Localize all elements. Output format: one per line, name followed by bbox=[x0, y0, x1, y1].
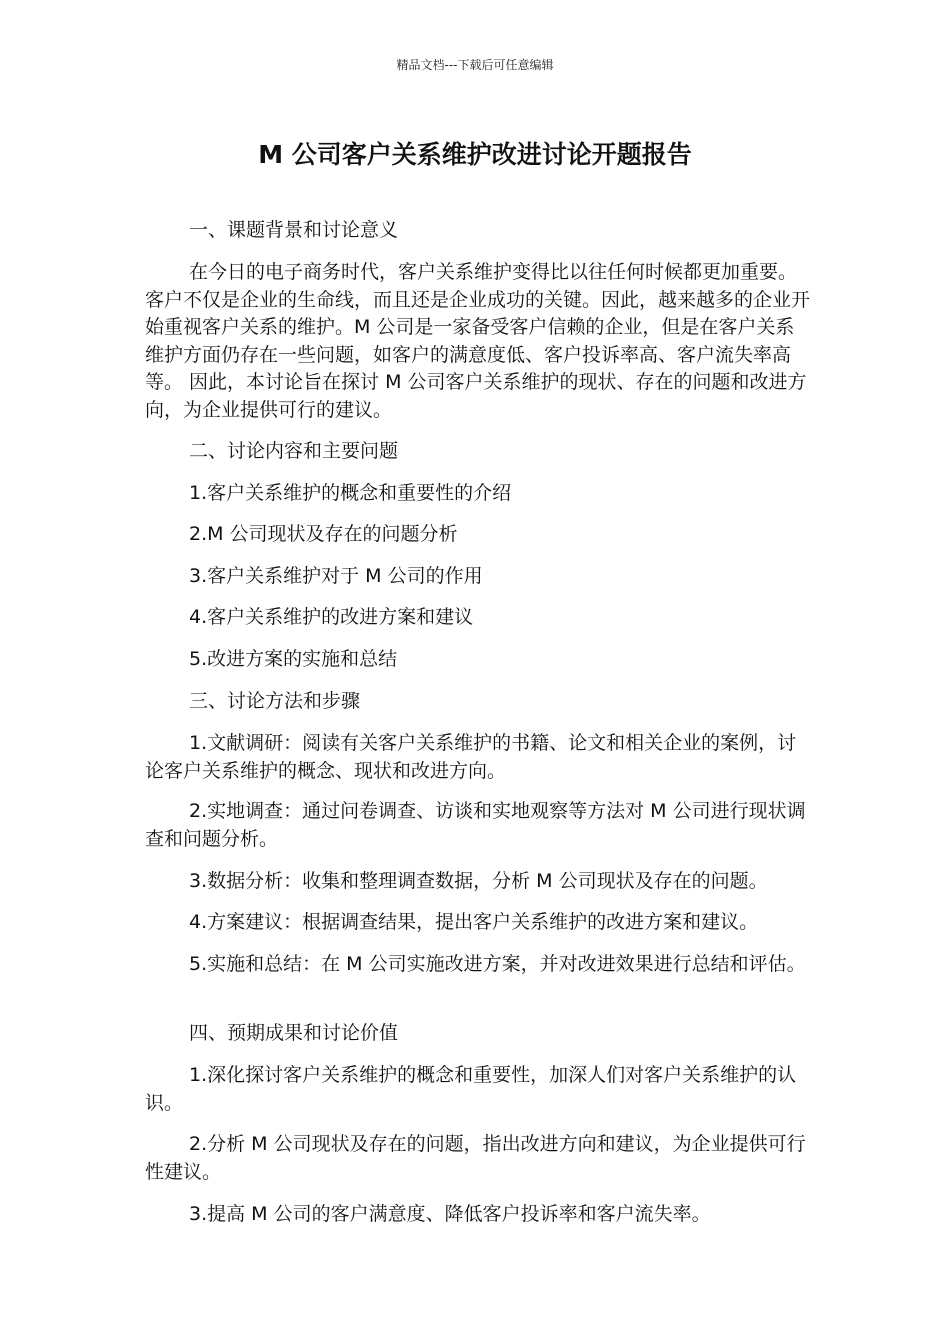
section-1-paragraph-block bbox=[145, 259, 810, 424]
method-item-block bbox=[145, 951, 810, 979]
outcome-item-block bbox=[145, 1062, 810, 1117]
outcome-item-block bbox=[145, 1131, 810, 1186]
list-item: 4.方案建议：根据调查结果，提出客户关系维护的改进方案和建议。 bbox=[189, 911, 759, 933]
list-item: 4.客户关系维护的改进方案和建议 bbox=[189, 606, 474, 628]
list-item: 3.提高 M 公司的客户满意度、降低客户投诉率和客户流失率。 bbox=[189, 1203, 711, 1225]
list-item: 5.实施和总结：在 M 公司实施改进方案，并对改进效果进行总结和评估。 bbox=[189, 953, 806, 975]
method-item-block bbox=[145, 730, 810, 785]
section-1-paragraph: 在今日的电子商务时代，客户关系维护变得比以往任何时候都更加重要。客户不仅是企业的生命线，而且还是企业成功的关键。因此，越来越多的企业开始重视客户关系的维护。M 公司是一家备受客户信赖的企业，但是在客户关系维护方面仍存在一些问题，如客户的满意度低、客户投诉率高、客户流失率高等。 因此，本讨论旨在探讨 M 公司客户关系维护的现状、存在的问题和改进方向，为企业提供可行的建议。 bbox=[145, 261, 811, 421]
list-item: 2.M 公司现状及存在的问题分析 bbox=[189, 523, 458, 545]
list-item: 1.深化探讨客户关系维护的概念和重要性，加深人们对客户关系维护的认识。 bbox=[145, 1064, 797, 1114]
list-item: 1.客户关系维护的概念和重要性的介绍 bbox=[189, 482, 512, 504]
list-item: 5.改进方案的实施和总结 bbox=[189, 648, 398, 670]
section-heading-1: 一、课题背景和讨论意义 bbox=[189, 219, 399, 241]
list-item: 3.数据分析：收集和整理调查数据，分析 M 公司现状及存在的问题。 bbox=[189, 870, 768, 892]
document-title: M 公司客户关系维护改进讨论开题报告 bbox=[258, 140, 692, 169]
section-heading-3: 三、讨论方法和步骤 bbox=[189, 690, 361, 712]
list-item: 1.文献调研：阅读有关客户关系维护的书籍、论文和相关企业的案例，讨论客户关系维护的概念、现状和改进方向。 bbox=[145, 732, 797, 782]
header-note: 精品文档---下载后可任意编辑 bbox=[396, 58, 554, 72]
method-item-block bbox=[145, 798, 810, 853]
section-heading-2: 二、讨论内容和主要问题 bbox=[189, 440, 399, 462]
list-item: 2.分析 M 公司现状及存在的问题，指出改进方向和建议，为企业提供可行性建议。 bbox=[145, 1133, 806, 1183]
list-item: 3.客户关系维护对于 M 公司的作用 bbox=[189, 565, 483, 587]
section-heading-4: 四、预期成果和讨论价值 bbox=[189, 1022, 399, 1044]
list-item: 2.实地调查：通过问卷调查、访谈和实地观察等方法对 M 公司进行现状调查和问题分析。 bbox=[145, 800, 806, 850]
